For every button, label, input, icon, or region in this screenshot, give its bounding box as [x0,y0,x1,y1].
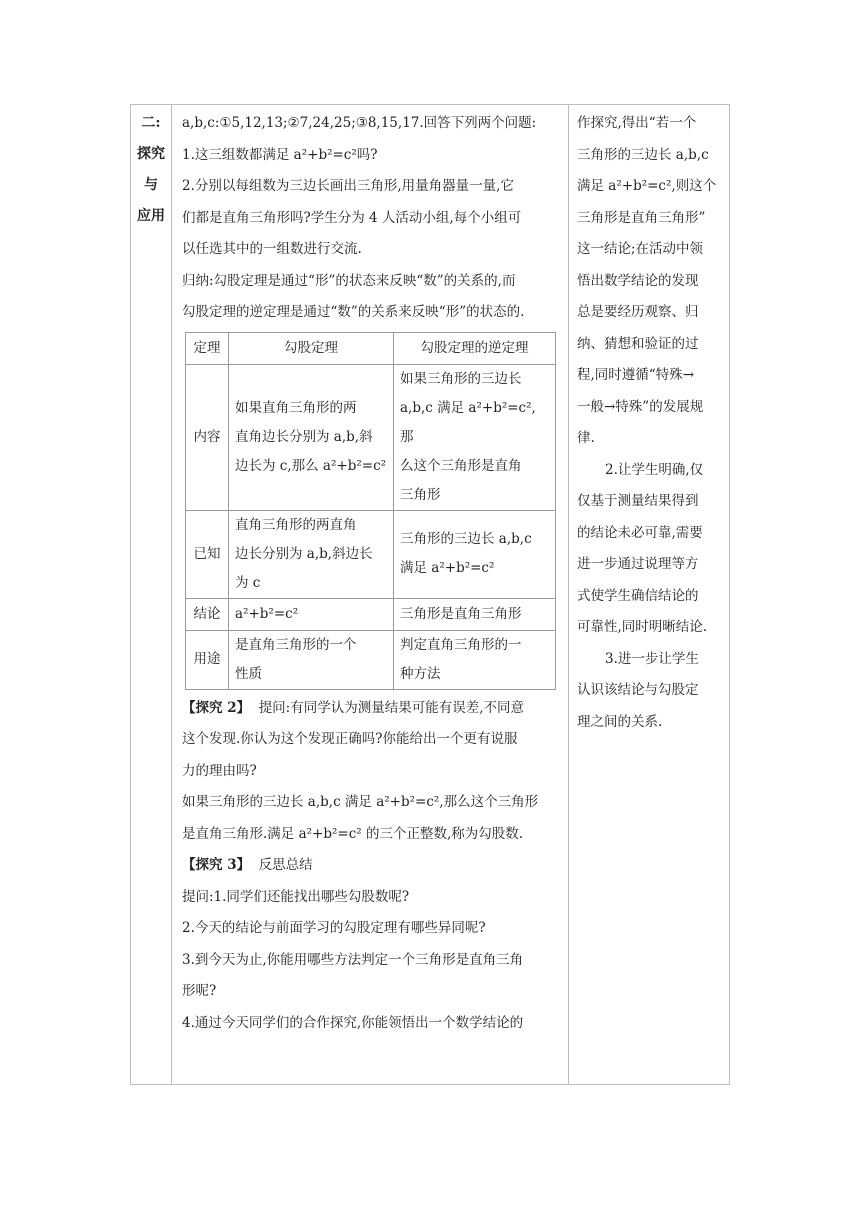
question-2-line: 2.分别以每组数为三边长画出三角形,用量角器量一量,它 [182,178,514,194]
summary-line: 勾股定理的逆定理是通过“数”的关系来反映“形”的状态的. [182,304,525,320]
explore-3-line: 2.今天的结论与前面学习的勾股定理有哪些异同呢? [182,920,486,936]
cell-line: 边长为 c,那么 a²+b²=c² [235,457,387,474]
cell-line: 么这个三角形是直角 [400,457,522,474]
cell-line: a²+b²=c² [235,605,299,622]
intent-line: 仅基于测量结果得到 [577,493,699,509]
intent-line: 2.让学生明确,仅 [605,461,704,478]
explore-2-line [182,693,560,725]
intent-line: 程,同时遵循“特殊→ [577,367,695,383]
cell-line: 是直角三角形的一个 [235,636,357,653]
table-row [186,510,556,598]
intent-line: 作探究,得出“若一个 [577,115,697,131]
row-label: 内容 [186,364,229,510]
table-row [186,630,556,689]
cell-line: 直角三角形的两直角 [235,516,357,533]
lesson-plan-table [130,104,730,1085]
intent-line: 进一步通过说理等方 [577,556,699,572]
explore-3-line: 形呢? [182,983,217,999]
section-label-line: 应用 [137,208,165,224]
question-2-line: 以任选其中的一组数进行交流. [182,241,362,257]
intent-line: 三角形的三边长 a,b,c [577,146,709,163]
table-cell [394,364,556,510]
table-header-row [186,332,556,364]
cell-line: 判定直角三角形的一 [400,636,522,653]
table-cell [394,510,556,598]
explore-3-title: 【探究 3】 [182,857,251,873]
cell-line: 如果三角形的三边长 [400,370,522,387]
question-2-line: 们都是直角三角形吗?学生分为 4 人活动小组,每个小组可 [182,209,522,226]
cell-line: 三角形的三边长 a,b,c [400,531,532,547]
explore-2-line: 力的理由吗? [182,762,257,779]
header-cell: 勾股定理的逆定理 [394,332,556,364]
table-row [186,598,556,630]
explore-3-heading [182,850,560,882]
explore-3-line: 提问:1.同学们还能找出哪些勾股数呢? [182,888,410,905]
theorem-comparison-table [185,332,556,690]
intent-line: 式使学生确信结论的 [577,587,699,604]
intent-line: 认识该结论与勾股定 [577,682,699,698]
cell-line: 三角形 [400,486,441,503]
intent-line: 满足 a²+b²=c²,则这个 [577,178,717,194]
intro-line: a,b,c:①5,12,13;②7,24,25;③8,15,17.回答下列两个问题: [182,115,537,131]
intent-line: 理之间的关系. [577,713,663,730]
cell-line: 种方法 [400,665,441,682]
section-label-column [131,105,172,1084]
table-row [186,364,556,510]
table-cell [229,510,394,598]
explore-3-line: 4.通过今天同学们的合作探究,你能领悟出一个数学结论的 [182,1014,524,1031]
cell-line: 如果直角三角形的两 [235,399,357,416]
explore-2-line: 如果三角形的三边长 a,b,c 满足 a²+b²=c²,那么这个三角形 [182,794,539,810]
intent-line: 律. [577,430,595,446]
section-label-line: 探究 [137,146,165,162]
explore-3-line: 3.到今天为止,你能用哪些方法判定一个三角形是直角三角 [182,951,524,968]
explore-2-text: 提问:有同学认为测量结果可能有误差,不同意 [258,699,525,716]
explore-2-line: 是直角三角形.满足 a²+b²=c² 的三个正整数,称为勾股数. [182,825,524,842]
intent-line: 的结论未必可靠,需要 [577,524,703,541]
intent-line: 三角形是直角三角形” [577,209,706,226]
main-content-column [172,105,569,1084]
intent-line: 3.进一步让学生 [605,650,699,667]
header-cell: 定理 [186,332,229,364]
table-cell [229,630,394,689]
explore-2-line: 这个发现.你认为这个发现正确吗?你能给出一个更有说服 [182,731,518,747]
intent-line: 这一结论;在活动中领 [577,241,704,257]
intent-line: 总是要经历观察、归 [577,304,699,320]
table-cell [229,364,394,510]
cell-line: 直角边长分别为 a,b,斜 [235,428,373,445]
section-label-line: 二: [141,115,161,131]
question-1: 1.这三组数都满足 a²+b²=c²吗? [182,146,378,163]
cell-line: 性质 [235,665,262,682]
cell-line: 满足 a²+b²=c² [400,560,495,576]
row-label: 用途 [186,630,229,689]
summary-line: 归纳:勾股定理是通过“形”的状态来反映“数”的关系的,而 [182,272,516,289]
explore-2-title: 【探究 2】 [182,699,251,716]
table-cell [394,598,556,630]
intent-line: 悟出数学结论的发现 [577,272,699,289]
row-label: 结论 [186,598,229,630]
intent-line: 纳、猜想和验证的过 [577,335,699,352]
row-label: 已知 [186,510,229,598]
cell-line: 为 c [235,574,261,591]
intent-line: 一般→特殊”的发展规 [577,398,704,415]
table-cell [394,630,556,689]
section-label-line: 与 [144,177,158,193]
cell-line: 三角形是直角三角形 [400,605,522,622]
intent-line: 可靠性,同时明晰结论. [577,619,708,635]
design-intent-column [569,105,729,1084]
cell-line: a,b,c 满足 a²+b²=c², 那 [400,399,536,445]
table-cell [229,598,394,630]
explore-3-subtitle: 反思总结 [258,857,313,873]
header-cell: 勾股定理 [229,332,394,364]
cell-line: 边长分别为 a,b,斜边长 [235,545,373,562]
